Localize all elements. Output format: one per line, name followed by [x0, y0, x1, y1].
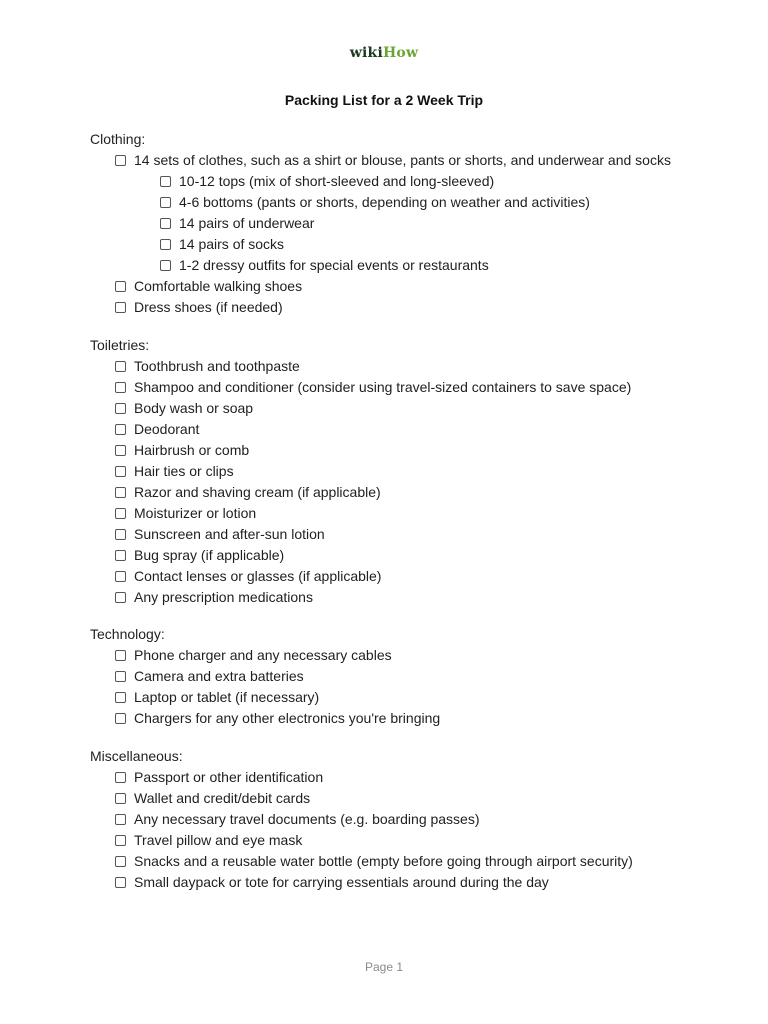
- checkbox[interactable]: [115, 487, 126, 498]
- checklist-item: [90, 255, 730, 276]
- checklist-item: [90, 150, 730, 171]
- checklist-item-label: 10-12 tops (mix of short-sleeved and long-sleeved): [179, 173, 495, 189]
- checklist-section: [90, 335, 730, 608]
- checklist-item: [90, 276, 730, 297]
- section-heading: Miscellaneous:: [90, 747, 183, 764]
- checklist-item: [90, 503, 730, 524]
- checklist-item: [90, 524, 730, 545]
- checkbox[interactable]: [115, 835, 126, 846]
- checklist-item-label: Moisturizer or lotion: [134, 504, 257, 521]
- checklist-item-label: Hair ties or clips: [134, 462, 234, 479]
- checkbox[interactable]: [115, 592, 126, 603]
- checkbox[interactable]: [160, 197, 171, 208]
- checkbox[interactable]: [115, 403, 126, 414]
- checkbox[interactable]: [160, 239, 171, 250]
- checkbox[interactable]: [115, 650, 126, 661]
- checklist-section: [90, 746, 730, 893]
- checklist-item-label: Deodorant: [134, 420, 200, 437]
- checklist-item-label: Dress shoes (if needed): [134, 299, 283, 315]
- checklist-item: [90, 708, 730, 729]
- wikihow-logo: [0, 45, 768, 61]
- checklist-item: [90, 645, 730, 666]
- checklist-content: [90, 129, 730, 909]
- checklist-item: [90, 851, 730, 872]
- checkbox[interactable]: [115, 424, 126, 435]
- checklist-item: [90, 356, 730, 377]
- section-heading: Clothing:: [90, 131, 146, 147]
- checklist-item-label: Contact lenses or glasses (if applicable): [134, 567, 382, 584]
- logo-how-text: How: [382, 45, 419, 61]
- checklist-item: [90, 788, 730, 809]
- checklist-item: [90, 767, 730, 788]
- checklist-item: [90, 482, 730, 503]
- section-heading: Technology:: [90, 626, 165, 642]
- checklist-item-label: Sunscreen and after-sun lotion: [134, 525, 325, 542]
- checklist-item: [90, 213, 730, 234]
- section-heading: Toiletries:: [90, 336, 150, 353]
- checklist-item: [90, 666, 730, 687]
- checklist-item: [90, 234, 730, 255]
- checklist-section: [90, 129, 730, 318]
- checklist-item-label: Bug spray (if applicable): [134, 546, 285, 563]
- checklist-item: [90, 419, 730, 440]
- logo-wiki-text: wiki: [349, 45, 383, 61]
- checkbox[interactable]: [115, 856, 126, 867]
- checklist-item-label: Wallet and credit/debit cards: [134, 789, 311, 806]
- checklist-item: [90, 830, 730, 851]
- checklist-item: [90, 297, 730, 318]
- checklist-item-label: Chargers for any other electronics you're bringing: [134, 710, 441, 726]
- checklist-item: [90, 872, 730, 893]
- checklist-item-label: Laptop or tablet (if necessary): [134, 689, 320, 705]
- checklist-item-label: Comfortable walking shoes: [134, 278, 303, 294]
- checklist-item: [90, 545, 730, 566]
- checkbox[interactable]: [115, 529, 126, 540]
- checklist-item-label: Shampoo and conditioner (consider using travel-sized containers to save space): [134, 378, 632, 395]
- checklist-item: [90, 171, 730, 192]
- checklist-item-label: Razor and shaving cream (if applicable): [134, 483, 381, 500]
- checklist-item-label: Any prescription medications: [134, 588, 313, 605]
- checkbox[interactable]: [115, 382, 126, 393]
- checklist-item: [90, 587, 730, 608]
- checkbox[interactable]: [115, 877, 126, 888]
- checkbox[interactable]: [115, 793, 126, 804]
- checklist-item: [90, 461, 730, 482]
- checklist-item-label: Toothbrush and toothpaste: [134, 357, 300, 374]
- checkbox[interactable]: [115, 361, 126, 372]
- checkbox[interactable]: [115, 155, 126, 166]
- checkbox[interactable]: [115, 571, 126, 582]
- checklist-item-label: 14 sets of clothes, such as a shirt or blouse, pants or shorts, and underwear and socks: [134, 152, 671, 168]
- checklist-item: [90, 809, 730, 830]
- checklist-item: [90, 440, 730, 461]
- checklist-item-label: 1-2 dressy outfits for special events or restaurants: [179, 257, 489, 273]
- checklist-item-label: 14 pairs of socks: [179, 236, 285, 252]
- checklist-item-label: 4-6 bottoms (pants or shorts, depending on weather and activities): [179, 194, 590, 210]
- checklist-item-label: Phone charger and any necessary cables: [134, 647, 392, 663]
- document-title: Packing List for a 2 Week Trip: [284, 92, 484, 108]
- checkbox[interactable]: [160, 176, 171, 187]
- checkbox[interactable]: [115, 302, 126, 313]
- checklist-item: [90, 687, 730, 708]
- page-number: Page 1: [364, 960, 404, 974]
- checkbox[interactable]: [115, 508, 126, 519]
- checklist-item: [90, 566, 730, 587]
- checklist-item-label: Hairbrush or comb: [134, 441, 250, 458]
- checklist-section: [90, 624, 730, 729]
- checkbox[interactable]: [115, 445, 126, 456]
- checkbox[interactable]: [115, 466, 126, 477]
- checklist-item-label: Passport or other identification: [134, 768, 324, 785]
- checklist-item: [90, 192, 730, 213]
- checklist-item-label: Any necessary travel documents (e.g. boarding passes): [134, 810, 480, 827]
- checklist-item: [90, 398, 730, 419]
- checklist-item-label: Small daypack or tote for carrying essentials around during the day: [134, 873, 549, 890]
- checkbox[interactable]: [115, 281, 126, 292]
- checkbox[interactable]: [115, 671, 126, 682]
- checklist-item-label: Snacks and a reusable water bottle (empty before going through airport security): [134, 852, 633, 869]
- checkbox[interactable]: [115, 713, 126, 724]
- checklist-item-label: Camera and extra batteries: [134, 668, 304, 684]
- checkbox[interactable]: [115, 692, 126, 703]
- checklist-item-label: Travel pillow and eye mask: [134, 831, 303, 848]
- checkbox[interactable]: [115, 550, 126, 561]
- checklist-item-label: Body wash or soap: [134, 399, 254, 416]
- checkbox[interactable]: [115, 772, 126, 783]
- checkbox[interactable]: [160, 218, 171, 229]
- checklist-item-label: 14 pairs of underwear: [179, 215, 315, 231]
- checkbox[interactable]: [115, 814, 126, 825]
- checklist-item: [90, 377, 730, 398]
- checkbox[interactable]: [160, 260, 171, 271]
